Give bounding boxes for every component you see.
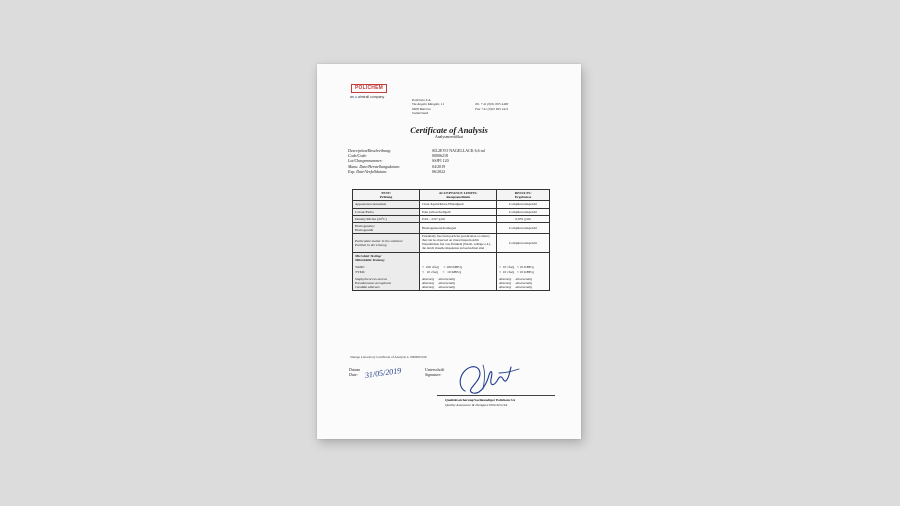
polichem-logo: POLICHEM: [351, 84, 387, 93]
table-row: Colour/Farbe Pale yellow/hellgelb Complies/entspricht: [353, 208, 550, 215]
meta-row: Lot/Chargennummer: SSJFI 120: [348, 158, 449, 164]
results-table: [352, 189, 550, 291]
col-header-test: TEST/ Prüfung: [353, 190, 420, 201]
col-header-limits: ACCEPTANCE LIMITS/ Akzeptanzlimits: [420, 190, 497, 201]
meta-row: Code/Code: 00006218: [348, 153, 448, 159]
document-subtitle: Analysenzertifikat: [434, 135, 464, 139]
address-left: Polichem S.A. Via Angelo Mangini, 11 6828 Balerna Switzerland: [412, 98, 445, 116]
handwritten-signature: [453, 361, 523, 397]
document-title: Certificate of Analysis: [410, 125, 488, 135]
table-row: Appearance/Aussehen Clear liquid/Klare Flüssigkeit Complies/entspricht: [353, 201, 550, 208]
table-row: Particulate matter in the solution/ Partikel in der Lösung Essentially free from particles (eradication or others) that can be observed on visual inspection/Im Wesentlichen frei von Partikeln (Wacht- schläge o.ä.), die durch visuelle Inspektion zu beobachten sind Complies/entspricht: [353, 234, 550, 253]
lab-reference-note: Sinerga Laboratory Certificate of Analysis n. 0000065199: [350, 355, 427, 359]
certificate-page: [317, 64, 581, 439]
qa-designation: Qualitätssicherung/Sachkundiger Polichem SA Quality Assurance & Designee Polichem SA: [445, 398, 516, 407]
almirall-dot-icon: ●: [354, 95, 358, 99]
product-meta: [348, 148, 485, 174]
logo-subtitle: an ● almirall company: [350, 95, 385, 99]
meta-row: Manu. Date/Herstellungsdatum: 04/2019: [348, 163, 446, 169]
table-header-row: [353, 190, 550, 201]
table-row: Density/Dichte (20°C) 0.94 – 0.97 g/ml 0,955 g/ml: [353, 215, 550, 222]
date-label: Datum Date:: [349, 367, 360, 377]
table-row-microbial: Microbial Testing/ Mikrobielle Testung: TAMC TYMC Staphylococcus aureus Pseudomonas aeruginosa Candida albicans < 100 cfu/g < 100 KBE/g < 10 cfu/g < 10 KBE/g Absent/g abwesend/g Absent/g abwesend/g Absent/g abwesend/g < 10 cfu/g < 10 KBE/g < 10 cfu/g < 10 KBE/g Absent/g abwesend/g Absent/g abwesend/g Absent/g abwesend/g: [353, 253, 550, 291]
signature-line: [437, 395, 555, 396]
meta-row: Description/Beschreibung: SIL2EVO NAGELLACK 6,6 ml: [348, 148, 485, 153]
handwritten-date: 31/05/2019: [364, 365, 402, 380]
meta-row: Exp. Date/Verfalldatum: 06/2022: [348, 168, 446, 174]
address-right: Tel. +41 (0)91 695 4400 Fax +41 (0)91 695 4411: [475, 102, 509, 111]
signature-label: Unterschrift Signature:: [425, 367, 445, 377]
col-header-results: RESULTS/ Ergebnisse: [497, 190, 550, 201]
table-row: Homogeneity/ Homogenität Homogeneous/homogen Complies/entspricht: [353, 223, 550, 234]
